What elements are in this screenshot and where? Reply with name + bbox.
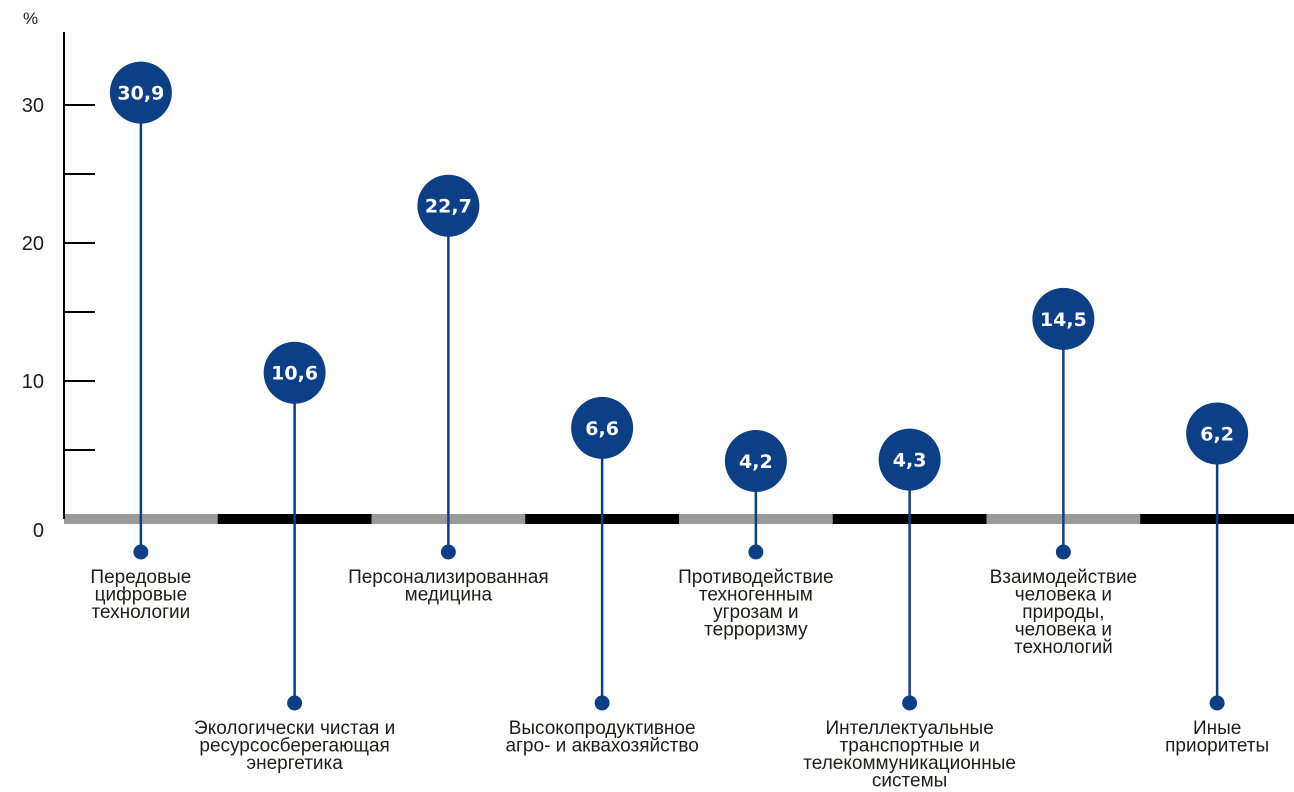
- category-label: цифровые: [94, 584, 188, 606]
- stem-end-dot: [748, 545, 763, 560]
- category-label: медицина: [404, 584, 493, 606]
- category-label: природы,: [1022, 602, 1105, 623]
- value-label: 4,2: [739, 451, 773, 474]
- stem-end-dot: [902, 696, 917, 711]
- category-label: техногенным: [698, 584, 813, 606]
- category-label: Экологически чистая и: [194, 718, 396, 739]
- category-label: Иные: [1192, 718, 1242, 739]
- stem-end-dot: [1056, 545, 1071, 560]
- category-label: Противодействие: [678, 567, 834, 588]
- category-label: Высокопродуктивное: [508, 718, 696, 739]
- y-tick-label: 20: [21, 233, 44, 255]
- value-label: 4,3: [892, 449, 927, 472]
- y-unit-label: %: [23, 9, 39, 28]
- category-label: Взаимодействие: [989, 567, 1138, 588]
- category-label: Интеллектуальные: [825, 718, 994, 739]
- category-label: технологий: [1013, 637, 1113, 658]
- value-label: 14,5: [1039, 308, 1087, 331]
- category-label: Персонализированная: [348, 567, 549, 588]
- value-label: 10,6: [271, 362, 319, 385]
- y-tick-label: 10: [21, 371, 44, 393]
- category-label: ресурсосберегающая: [199, 735, 390, 757]
- stem-end-dot: [595, 696, 610, 711]
- category-label: Передовые: [90, 567, 192, 588]
- category-label: энергетика: [246, 753, 343, 774]
- category-label: терроризму: [704, 619, 808, 641]
- category-label: телекоммуникационные: [803, 753, 1016, 774]
- category-label: угрозам и: [713, 602, 799, 623]
- category-label: системы: [871, 770, 948, 792]
- stem-end-dot: [133, 545, 148, 560]
- value-label: 6,2: [1200, 423, 1234, 446]
- category-label: человека и: [1014, 619, 1113, 641]
- value-label: 22,7: [424, 195, 472, 218]
- category-label: приоритеты: [1165, 735, 1270, 757]
- category-label: человека и: [1014, 584, 1113, 606]
- value-label: 6,6: [585, 417, 619, 440]
- value-label: 30,9: [117, 82, 165, 105]
- y-tick-label: 30: [21, 95, 44, 117]
- y-tick-label: 0: [32, 520, 44, 542]
- stem-end-dot: [441, 545, 456, 560]
- category-label: транспортные и: [839, 735, 980, 757]
- category-label: агро- и аквахозяйство: [505, 735, 699, 757]
- category-label: технологии: [91, 602, 191, 623]
- stem-end-dot: [1210, 696, 1225, 711]
- stem-end-dot: [287, 696, 302, 711]
